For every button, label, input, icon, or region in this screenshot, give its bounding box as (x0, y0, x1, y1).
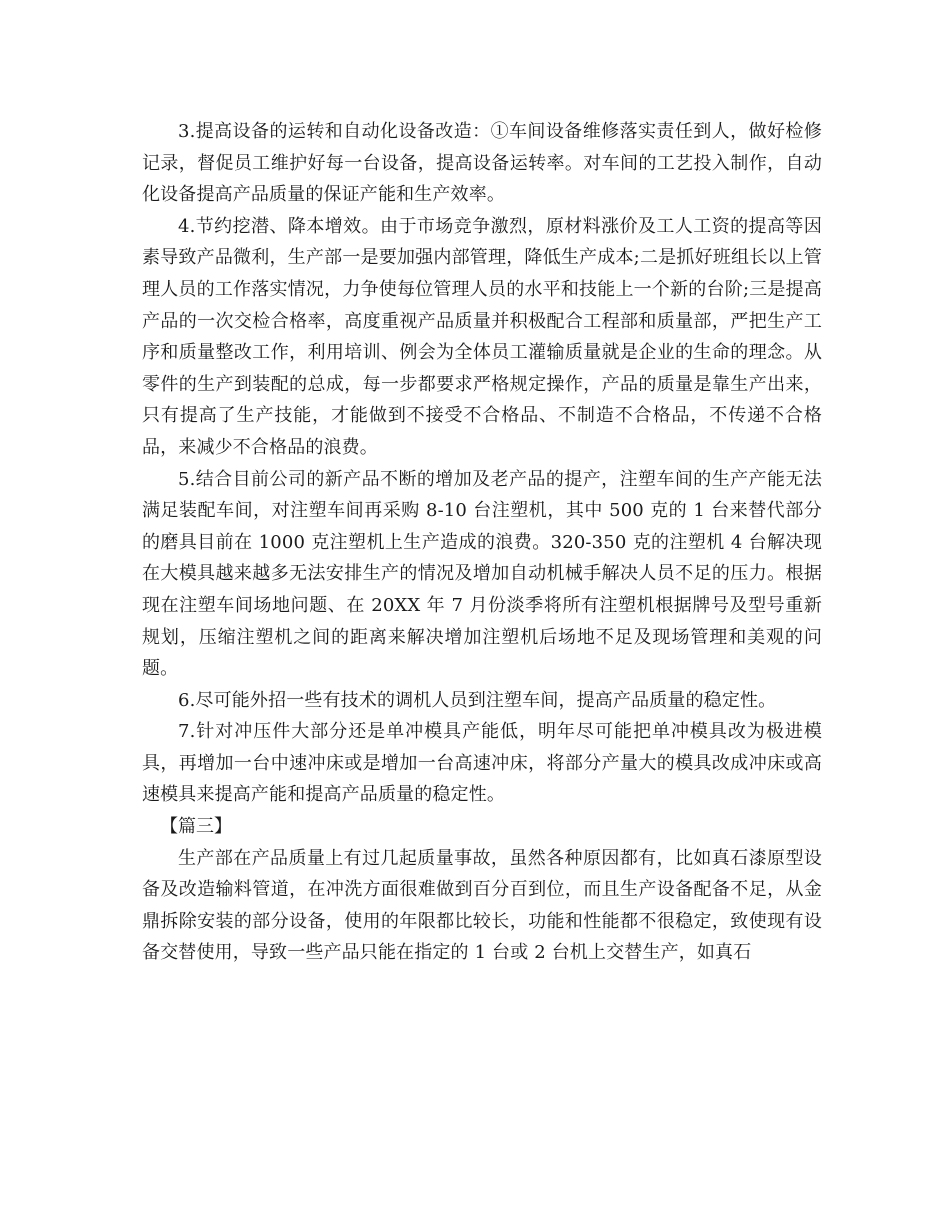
paragraph-equipment-upgrade: 3.提高设备的运转和自动化设备改造：①车间设备维修落实责任到人，做好检修记录，督促员工维护好每一台设备，提高设备运转率。对车间的工艺投入制作，自动化设备提高产品质量的保证产能和生产效率。 (142, 121, 822, 206)
paragraph-stamping-molds: 7.针对冲压件大部分还是单冲模具产能低，明年尽可能把单冲模具改为极进模具，再增加一台中速冲床或是增加一台高速冲床，将部分产量大的模具改成冲床或高速模具来提高产能和提高产品质量的稳定性。 (142, 721, 822, 806)
paragraph-technical-staff: 6.尽可能外招一些有技术的调机人员到注塑车间，提高产品质量的稳定性。 (178, 689, 777, 711)
paragraph-quality-incidents: 生产部在产品质量上有过几起质量事故，虽然各种原因都有，比如真石漆原型设备及改造输料管道，在冲洗方面很难做到百分百到位，而且生产设备配备不足，从金鼎拆除安装的部分设备，使用的年限都比较长，功能和性能都不很稳定，致使现有设备交替使用，导致一些产品只能在指定的 1 台或 2 台机上交替生产，如真石 (142, 847, 822, 964)
section-heading: 【篇三】 (160, 816, 232, 838)
document-body (142, 116, 822, 969)
paragraph-cost-reduction: 4.节约挖潜、降本增效。由于市场竞争激烈，原材料涨价及工人工资的提高等因素导致产品微利，生产部一是要加强内部管理，降低生产成本;二是抓好班组长以上管理人员的工作落实情况，力争使每位管理人员的水平和技能上一个新的台阶;三是提高产品的一次交检合格率，高度重视产品质量并积极配合工程部和质量部，严把生产工序和质量整改工作，利用培训、例会为全体员工灌输质量就是企业的生命的理念。从零件的生产到装配的总成，每一步都要求严格规定操作，产品的质量是靠生产出来，只有提高了生产技能，才能做到不接受不合格品、不制造不合格品，不传递不合格品，来减少不合格品的浪费。 (142, 215, 822, 458)
paragraph-injection-capacity: 5.结合目前公司的新产品不断的增加及老产品的提产，注塑车间的生产产能无法满足装配车间，对注塑车间再采购 8-10 台注塑机，其中 500 克的 1 台来替代部分的磨具目前在 1000 克注塑机上生产造成的浪费。320-350 克的注塑机 4 台解决现在大模具越来越多无法安排生产的情况及增加自动机械手解决人员不足的压力。根据现在注塑车间场地问题、在 20XX 年 7 月份淡季将所有注塑机根据牌号及型号重新规划，压缩注塑机之间的距离来解决增加注塑机后场地不足及现场管理和美观的问题。 (142, 468, 822, 680)
